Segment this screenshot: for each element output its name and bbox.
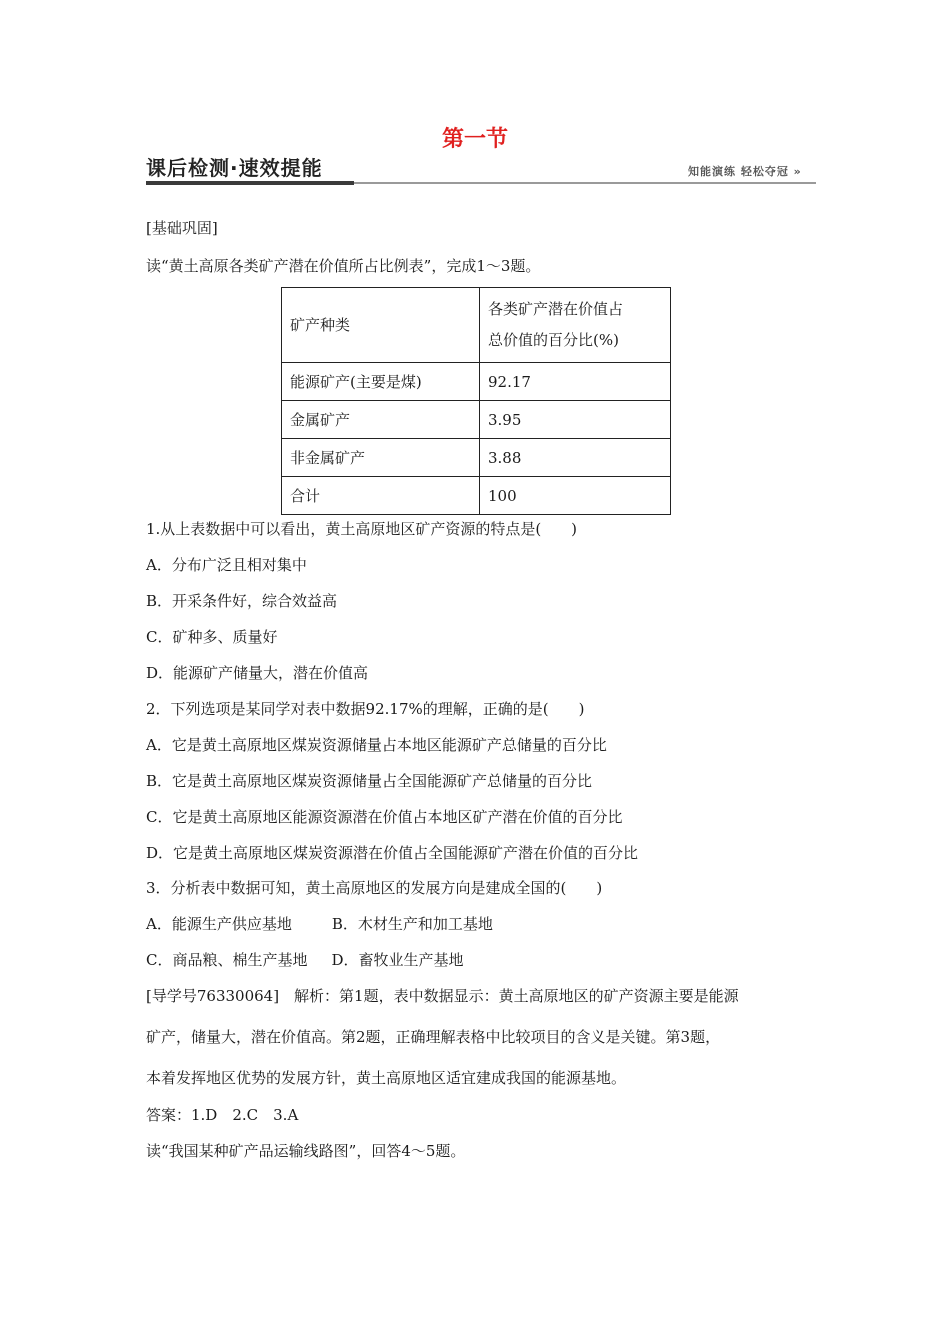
table-row xyxy=(282,439,671,477)
question-1-stem: 1.从上表数据中可以看出，黄土高原地区矿产资源的特点是( ) xyxy=(146,520,578,538)
page-title: 第一节 xyxy=(441,127,508,152)
question-1-option-d: D．能源矿产储量大，潜在价值高 xyxy=(146,664,369,682)
question-1-option-c: C．矿种多、质量好 xyxy=(146,628,278,646)
table-cell-name: 合计 xyxy=(282,477,480,515)
header-line-2: 总价值的百分比(%) xyxy=(488,331,619,349)
table-cell-name: 非金属矿产 xyxy=(282,439,480,477)
table-header-percentage xyxy=(480,288,671,363)
table-row xyxy=(282,363,671,401)
table-row xyxy=(282,477,671,515)
table-cell-name: 金属矿产 xyxy=(282,401,480,439)
section-label: [基础巩固] xyxy=(146,219,218,237)
question-3-option-d: D．畜牧业生产基地 xyxy=(331,951,464,969)
banner-underline-thin xyxy=(354,182,816,184)
analysis-line-2: 矿产，储量大，潜在价值高。第2题，正确理解表格中比较项目的含义是关键。第3题， xyxy=(146,1028,721,1046)
header-line-1: 各类矿产潜在价值占 xyxy=(488,300,624,318)
table-cell-value: 3.95 xyxy=(480,401,671,439)
banner-slogan: 知能演练 轻松夺冠 » xyxy=(688,165,802,178)
mineral-value-table xyxy=(281,287,671,515)
banner-heading: 课后检测·速效提能 xyxy=(146,156,323,180)
table-cell-value: 3.88 xyxy=(480,439,671,477)
table-cell-value: 100 xyxy=(480,477,671,515)
question-3-option-c: C．商品粮、棉生产基地 xyxy=(146,951,308,969)
answer-line: 答案：1.D 2.C 3.A xyxy=(146,1106,299,1124)
analysis-line-3: 本着发挥地区优势的发展方针，黄土高原地区适宜建成我国的能源基地。 xyxy=(146,1069,627,1087)
question-3-option-a: A．能源生产供应基地 xyxy=(146,915,292,933)
intro-text-1: 读“黄土高原各类矿产潜在价值所占比例表”，完成1～3题。 xyxy=(146,257,541,275)
intro-text-2: 读“我国某种矿产品运输线路图”，回答4～5题。 xyxy=(146,1142,466,1160)
question-3-options-ab xyxy=(146,913,493,934)
question-2-option-d: D．它是黄土高原地区煤炭资源潜在价值占全国能源矿产潜在价值的百分比 xyxy=(146,844,639,862)
question-2-stem: 2．下列选项是某同学对表中数据92.17%的理解，正确的是( ) xyxy=(146,700,585,718)
table-header-row xyxy=(282,288,671,363)
question-3-stem: 3．分析表中数据可知，黄土高原地区的发展方向是建成全国的( ) xyxy=(146,879,603,897)
question-2-option-b: B．它是黄土高原地区煤炭资源储量占全国能源矿产总储量的百分比 xyxy=(146,772,593,790)
analysis-line-1: [导学号76330064] 解析：第1题，表中数据显示：黄土高原地区的矿产资源主要是能源 xyxy=(146,987,739,1005)
question-3-option-b: B．木材生产和加工基地 xyxy=(331,915,493,933)
question-2-option-c: C．它是黄土高原地区能源资源潜在价值占本地区矿产潜在价值的百分比 xyxy=(146,808,623,826)
table-row xyxy=(282,401,671,439)
question-3-options-cd xyxy=(146,949,464,970)
table-cell-value: 92.17 xyxy=(480,363,671,401)
question-1-option-a: A．分布广泛且相对集中 xyxy=(146,556,307,574)
table-header-mineral-type: 矿产种类 xyxy=(282,288,480,363)
table-cell-name: 能源矿产(主要是煤) xyxy=(282,363,480,401)
banner-underline-thick xyxy=(146,181,354,185)
question-2-option-a: A．它是黄土高原地区煤炭资源储量占本地区能源矿产总储量的百分比 xyxy=(146,736,607,754)
question-1-option-b: B．开采条件好，综合效益高 xyxy=(146,592,338,610)
